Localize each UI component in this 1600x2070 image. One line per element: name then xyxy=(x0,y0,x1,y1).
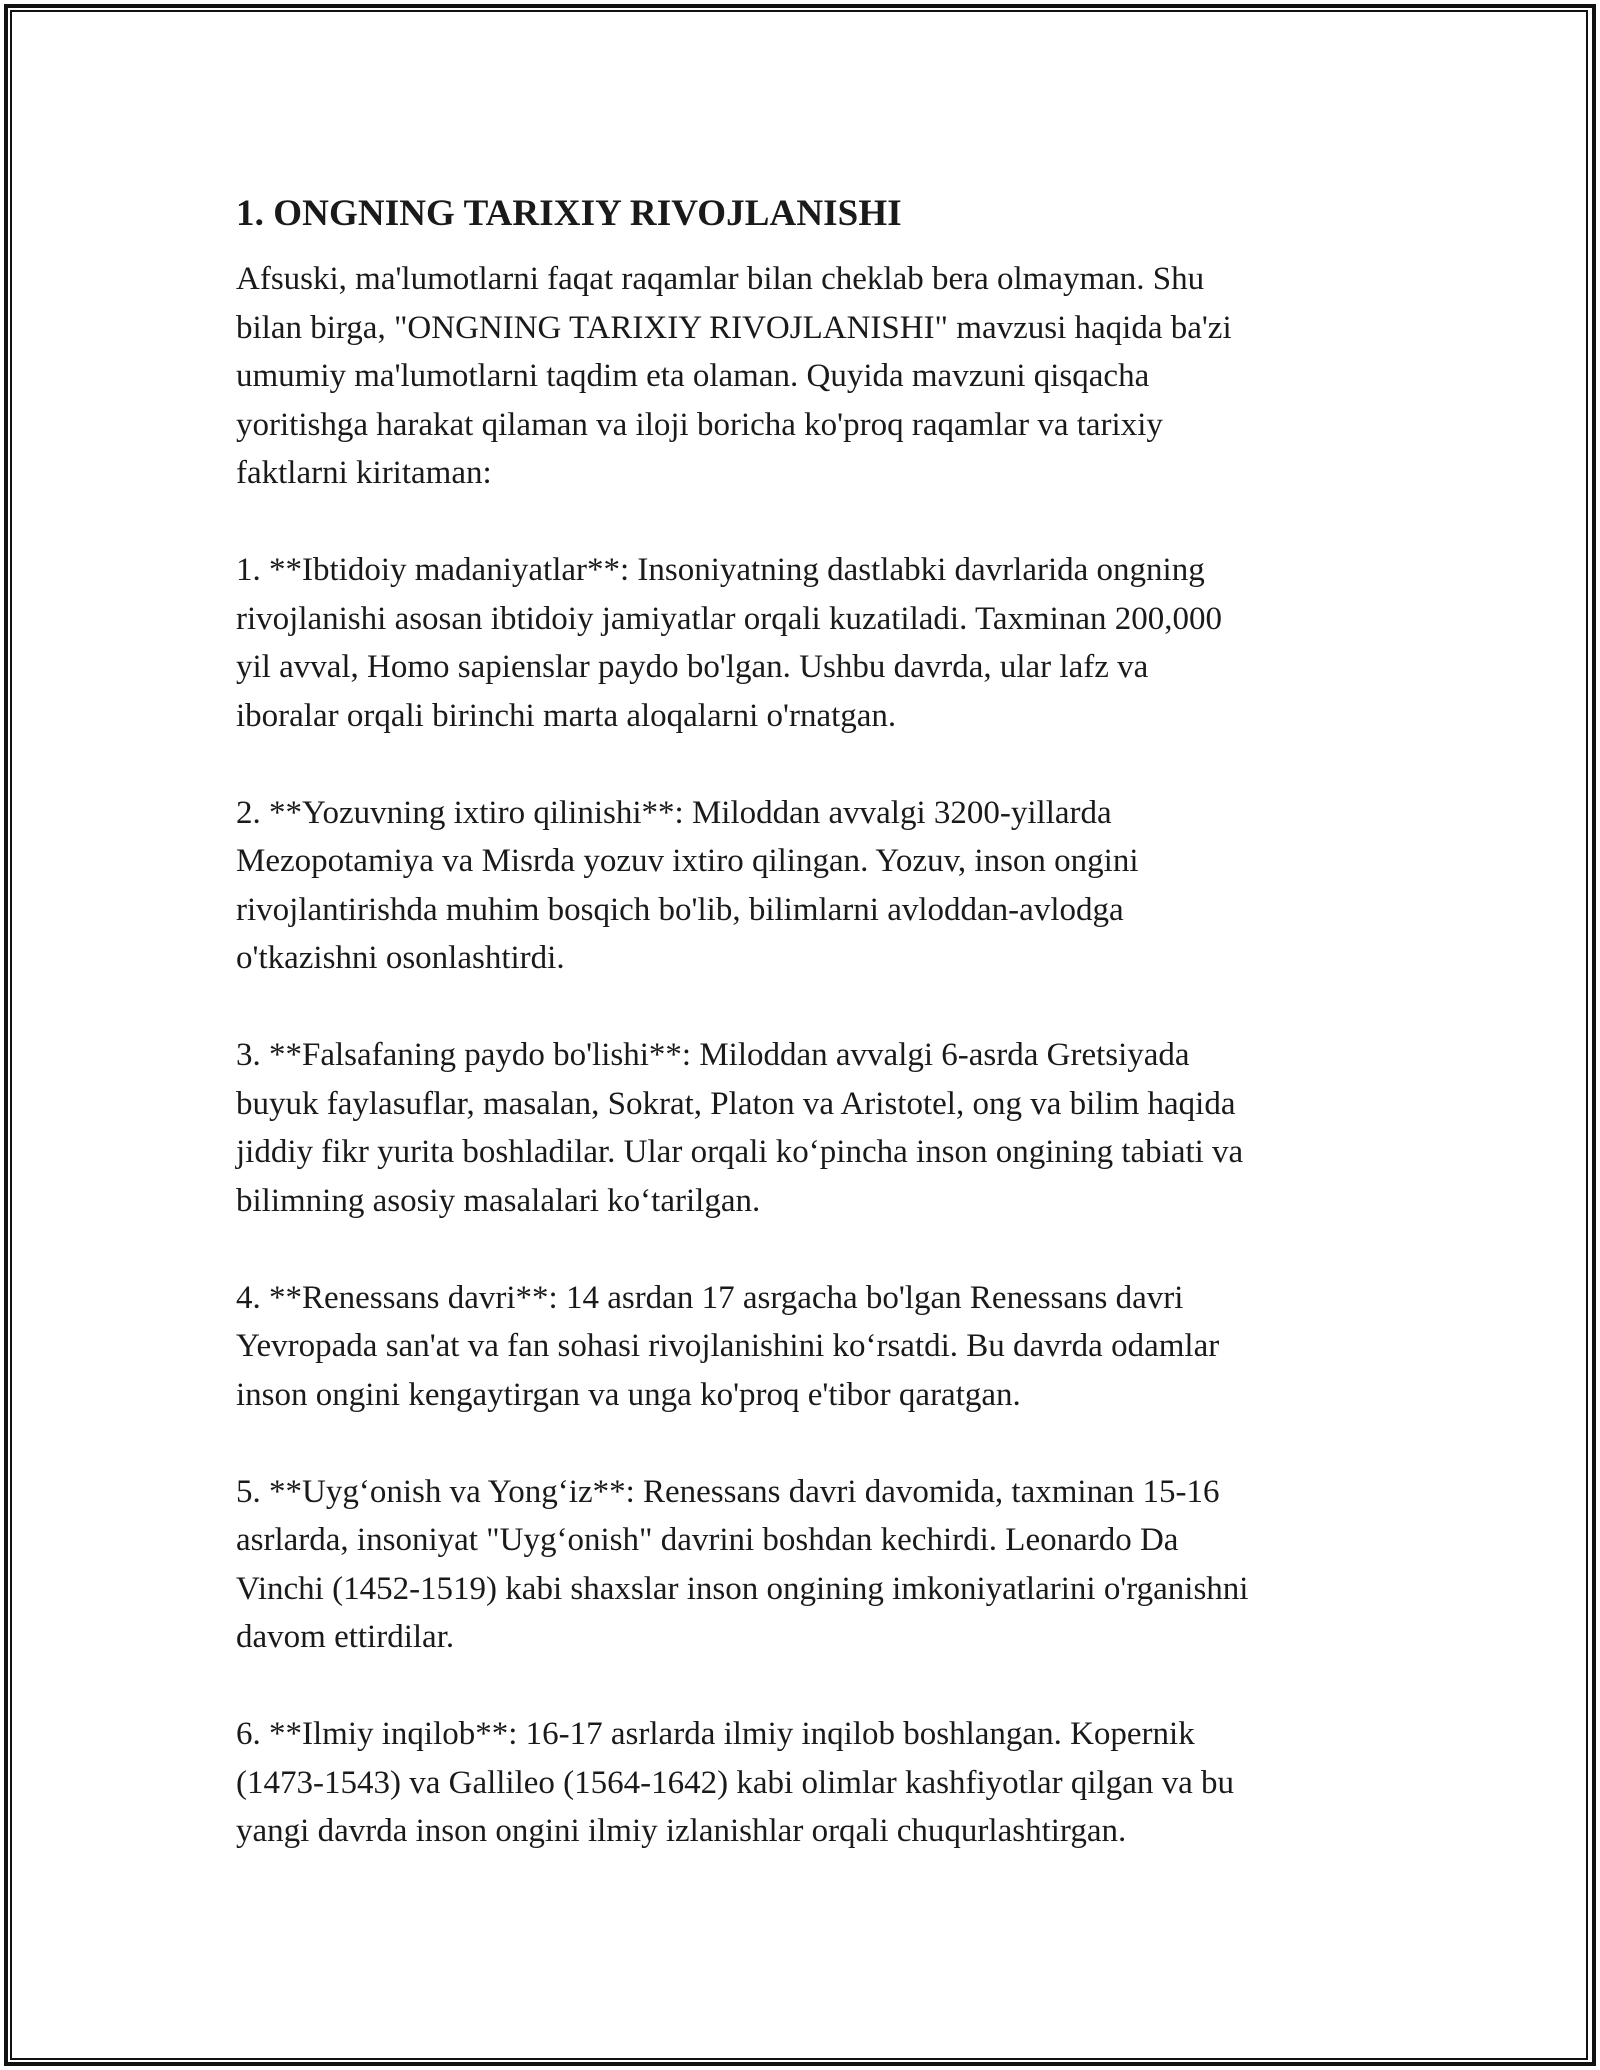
list-item: 4. **Renessans davri**: 14 asrdan 17 asrgacha bo'lgan Renessans davri Yevropada san'at va fan sohasi rivojlanishini ko‘rsatdi. Bu davrda odamlar inson ongini kengaytirgan va unga ko'proq e'tibor qaratgan. xyxy=(236,1279,1220,1413)
list-item: 1. **Ibtidoiy madaniyatlar**: Insoniyatning dastlabki davrlarida ongning rivojlanishi asosan ibtidoiy jamiyatlar orqali kuzatiladi. Taxminan 200,000 yil avval, Homo sapienslar paydo bo'lgan. Ushbu davrda, ular lafz va iboralar orqali birinchi marta aloqalarni o'rnatgan. xyxy=(236,552,1222,734)
list-item: 2. **Yozuvning ixtiro qilinishi**: Miloddan avvalgi 3200-yillarda Mezopotamiya va Misrda yozuv ixtiro qilingan. Yozuv, inson ongini rivojlantirishda muhim bosqich bo'lib, bilimlarni avloddan-avlodga o'tkazishni osonlashtirdi. xyxy=(236,794,1139,976)
list-item: 5. **Uyg‘onish va Yong‘iz**: Renessans davri davomida, taxminan 15-16 asrlarda, insoniyat "Uyg‘onish" davrini boshdan kechirdi. Leonardo Da Vinchi (1452-1519) kabi shaxslar inson ongining imkoniyatlarini o'rganishni davom ettirdilar. xyxy=(236,1473,1249,1655)
document-title: 1. ONGNING TARIXIY RIVOJLANISHI xyxy=(236,193,902,234)
list-item: 6. **Ilmiy inqilob**: 16-17 asrlarda ilmiy inqilob boshlangan. Kopernik (1473-1543) va Gallileo (1564-1642) kabi olimlar kashfiyotlar qilgan va bu yangi davrda inson ongini ilmiy izlanishlar orqali chuqurlashtirgan. xyxy=(236,1716,1235,1849)
document-body xyxy=(236,185,1366,1856)
list-item: 3. **Falsafaning paydo bo'lishi**: Miloddan avvalgi 6-asrda Gretsiyada buyuk faylasuflar, masalan, Sokrat, Platon va Aristotel, ong va bilim haqida jiddiy fikr yurita boshladilar. Ular orqali ko‘pincha inson ongining tabiati va bilimning asosiy masalalari ko‘tarilgan. xyxy=(236,1037,1244,1219)
intro-paragraph: Afsuski, ma'lumotlarni faqat raqamlar bilan cheklab bera olmayman. Shu bilan birga, "ONGNING TARIXIY RIVOJLANISHI" mavzusi haqida ba'zi umumiy ma'lumotlarni taqdim eta olaman. Quyida mavzuni qisqacha yoritishga harakat qilaman va iloji boricha ko'proq raqamlar va tarixiy faktlarni kiritaman: xyxy=(236,261,1232,491)
